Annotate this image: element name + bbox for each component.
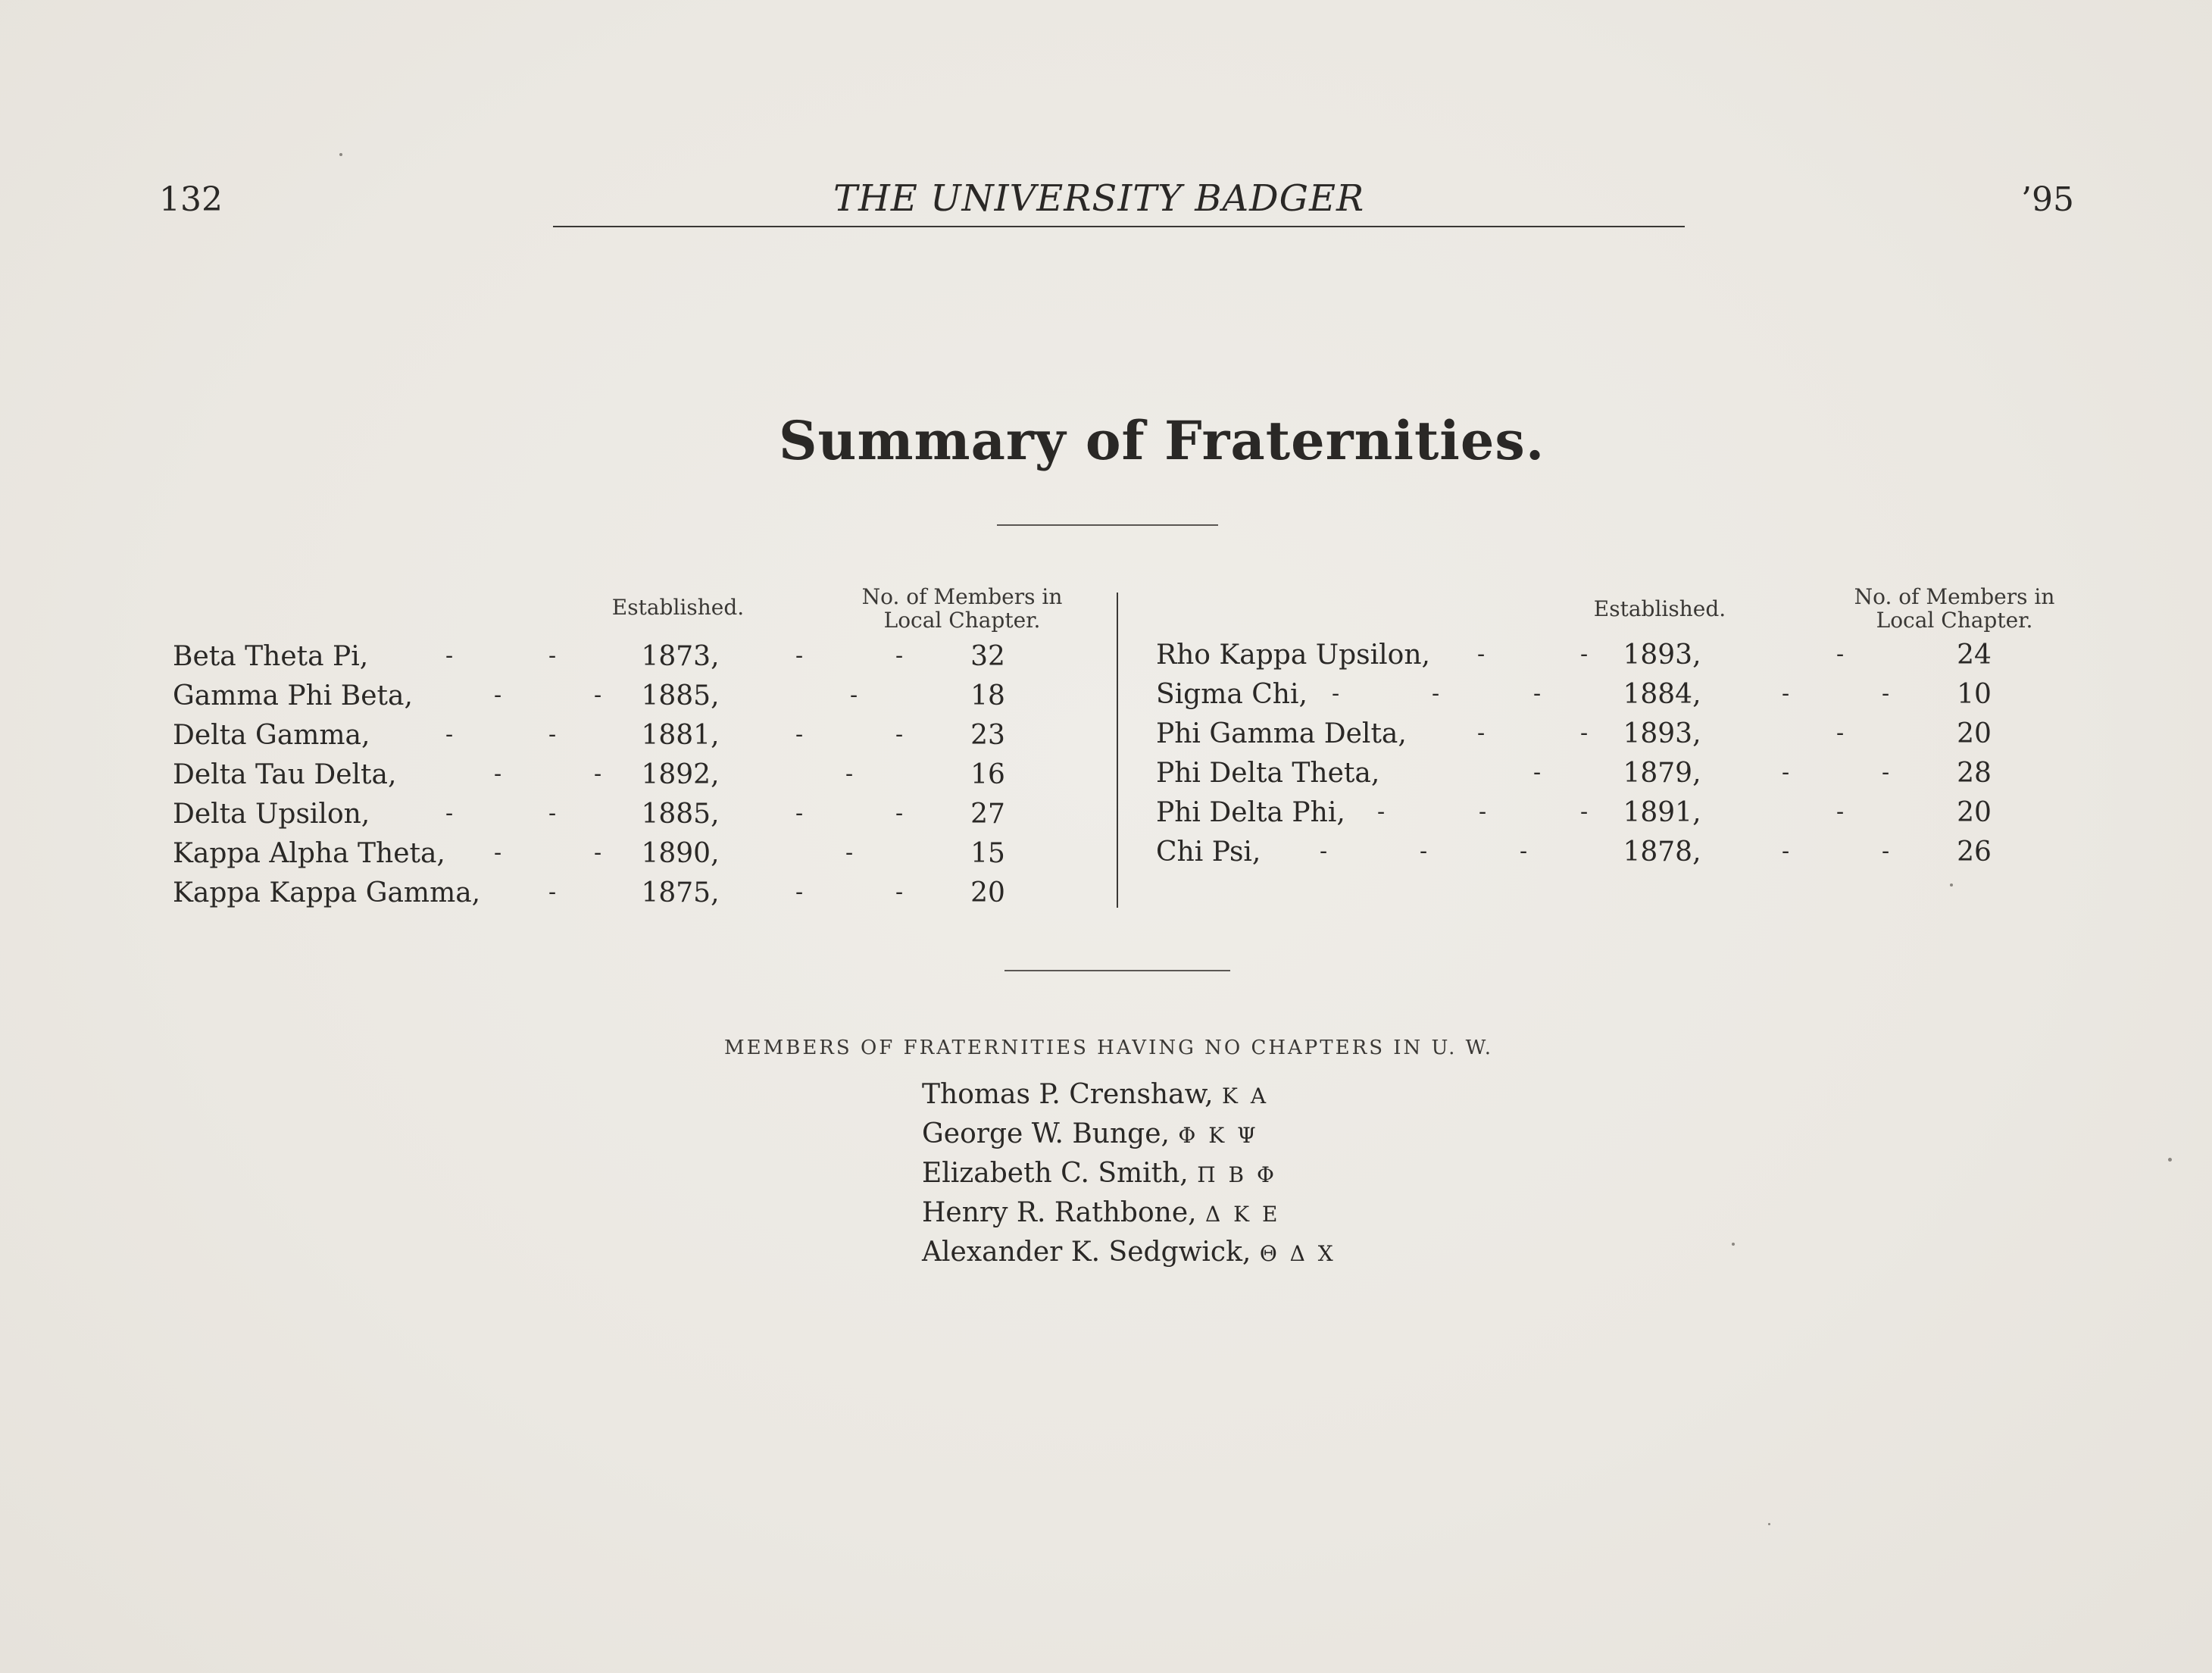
member-count: 23 — [970, 720, 1005, 751]
right-established-header: Established. — [1593, 596, 1726, 621]
fraternity-name: Kappa Kappa Gamma, — [173, 877, 481, 908]
fraternity-name: Sigma Chi, — [1156, 679, 1308, 710]
member-count: 15 — [970, 838, 1005, 869]
leader-dash: - — [845, 761, 854, 787]
leader-dash: - — [548, 643, 557, 669]
leader-dash: - — [1477, 641, 1486, 668]
leader-dash: - — [494, 840, 502, 866]
leader-dash: - — [494, 761, 502, 787]
greek-letters: Θ Δ Χ — [1259, 1241, 1336, 1266]
left-members-header-line2: Local Chapter. — [883, 608, 1041, 633]
member-count: 24 — [1957, 639, 1992, 671]
greek-letters: Φ Κ Ψ — [1178, 1123, 1259, 1148]
leader-dash: - — [594, 682, 602, 708]
leader-dash: - — [548, 721, 557, 748]
paper-speck — [2168, 1158, 2172, 1162]
established-year: 1885, — [641, 799, 720, 830]
greek-letters: Δ Κ Ε — [1205, 1202, 1281, 1227]
greek-letters: Π Β Φ — [1197, 1162, 1277, 1187]
list-item — [922, 1158, 1277, 1189]
fraternity-name: Chi Psi, — [1156, 836, 1261, 868]
leader-dash: - — [1836, 799, 1845, 825]
established-year: 1879, — [1623, 758, 1701, 789]
leader-dash: - — [1479, 799, 1487, 825]
running-title: THE UNIVERSITY BADGER — [833, 177, 1365, 220]
member-count: 26 — [1957, 836, 1992, 868]
leader-dash: - — [895, 643, 904, 669]
member-name: George W. Bunge, — [922, 1118, 1170, 1149]
member-name: Alexander K. Sedgwick, — [922, 1237, 1251, 1268]
member-count: 28 — [1957, 758, 1992, 789]
issue-mark: ’95 — [2021, 180, 2074, 219]
leader-dash: - — [795, 643, 804, 669]
left-members-header-line1: No. of Members in — [861, 584, 1063, 609]
member-count: 32 — [970, 641, 1005, 672]
established-year: 1881, — [641, 720, 720, 751]
leader-dash: - — [494, 682, 502, 708]
column-divider — [1117, 593, 1118, 908]
paper-speck — [1732, 1243, 1735, 1246]
page-title: Summary of Fraternities. — [779, 409, 1545, 472]
leader-dash: - — [1782, 759, 1790, 786]
member-count: 16 — [970, 759, 1005, 790]
leader-dash: - — [1420, 838, 1428, 865]
section-rule — [1004, 970, 1230, 971]
list-item — [922, 1237, 1336, 1268]
leader-dash: - — [1580, 641, 1589, 668]
fraternity-name: Beta Theta Pi, — [173, 641, 369, 672]
leader-dash: - — [1320, 838, 1328, 865]
leader-dash: - — [1836, 720, 1845, 746]
leader-dash: - — [795, 879, 804, 905]
fraternity-name: Rho Kappa Upsilon, — [1156, 639, 1430, 671]
paper-speck — [1768, 1523, 1770, 1525]
leader-dash: - — [1836, 641, 1845, 668]
member-count: 10 — [1957, 679, 1992, 710]
leader-dash: - — [895, 721, 904, 748]
established-year: 1885, — [641, 680, 720, 711]
header-rule — [553, 226, 1685, 227]
fraternity-name: Delta Upsilon, — [173, 799, 370, 830]
member-count: 18 — [970, 680, 1005, 711]
established-year: 1893, — [1623, 718, 1701, 749]
right-members-header-line1: No. of Members in — [1854, 584, 2055, 609]
list-item — [922, 1197, 1280, 1228]
member-name: Thomas P. Crenshaw, — [922, 1079, 1214, 1110]
leader-dash: - — [548, 800, 557, 827]
leader-dash: - — [1533, 680, 1542, 707]
leader-dash: - — [1882, 680, 1890, 707]
fraternity-name: Phi Delta Theta, — [1156, 758, 1380, 789]
leader-dash: - — [1432, 680, 1440, 707]
fraternity-name: Delta Tau Delta, — [173, 759, 397, 790]
fraternity-name: Kappa Alpha Theta, — [173, 838, 445, 869]
fraternity-name: Delta Gamma, — [173, 720, 370, 751]
leader-dash: - — [1332, 680, 1340, 707]
leader-dash: - — [1533, 759, 1542, 786]
member-name: Henry R. Rathbone, — [922, 1197, 1197, 1228]
leader-dash: - — [845, 840, 854, 866]
member-count: 27 — [970, 799, 1005, 830]
leader-dash: - — [1377, 799, 1386, 825]
leader-dash: - — [1477, 720, 1486, 746]
leader-dash: - — [445, 643, 454, 669]
left-members-header — [848, 585, 1076, 632]
paper-speck — [1950, 883, 1953, 887]
leader-dash: - — [1580, 799, 1589, 825]
title-rule — [997, 524, 1218, 526]
established-year: 1873, — [641, 641, 720, 672]
right-members-header — [1841, 585, 2068, 632]
established-year: 1884, — [1623, 679, 1701, 710]
leader-dash: - — [795, 800, 804, 827]
leader-dash: - — [445, 721, 454, 748]
leader-dash: - — [594, 761, 602, 787]
right-members-header-line2: Local Chapter. — [1876, 608, 2033, 633]
list-item — [922, 1079, 1269, 1110]
fraternity-name: Gamma Phi Beta, — [173, 680, 413, 711]
established-year: 1878, — [1623, 836, 1701, 868]
established-year: 1891, — [1623, 797, 1701, 828]
established-year: 1892, — [641, 759, 720, 790]
leader-dash: - — [1882, 759, 1890, 786]
leader-dash: - — [850, 682, 858, 708]
left-established-header: Established. — [611, 595, 745, 620]
leader-dash: - — [895, 800, 904, 827]
leader-dash: - — [445, 800, 454, 827]
members-heading: MEMBERS OF FRATERNITIES HAVING NO CHAPTERS IN U. W. — [724, 1037, 1494, 1059]
established-year: 1893, — [1623, 639, 1701, 671]
member-count: 20 — [1957, 718, 1992, 749]
leader-dash: - — [1520, 838, 1528, 865]
established-year: 1890, — [641, 838, 720, 869]
member-count: 20 — [970, 877, 1005, 908]
member-name: Elizabeth C. Smith, — [922, 1158, 1189, 1189]
leader-dash: - — [1782, 838, 1790, 865]
established-year: 1875, — [641, 877, 720, 908]
page-number: 132 — [159, 180, 223, 219]
paper-speck — [339, 153, 342, 156]
leader-dash: - — [795, 721, 804, 748]
leader-dash: - — [594, 840, 602, 866]
leader-dash: - — [1882, 838, 1890, 865]
greek-letters: Κ Α — [1222, 1084, 1270, 1109]
leader-dash: - — [1782, 680, 1790, 707]
fraternity-name: Phi Gamma Delta, — [1156, 718, 1407, 749]
leader-dash: - — [1580, 720, 1589, 746]
list-item — [922, 1118, 1259, 1149]
leader-dash: - — [895, 879, 904, 905]
fraternity-name: Phi Delta Phi, — [1156, 797, 1345, 828]
leader-dash: - — [548, 879, 557, 905]
member-count: 20 — [1957, 797, 1992, 828]
